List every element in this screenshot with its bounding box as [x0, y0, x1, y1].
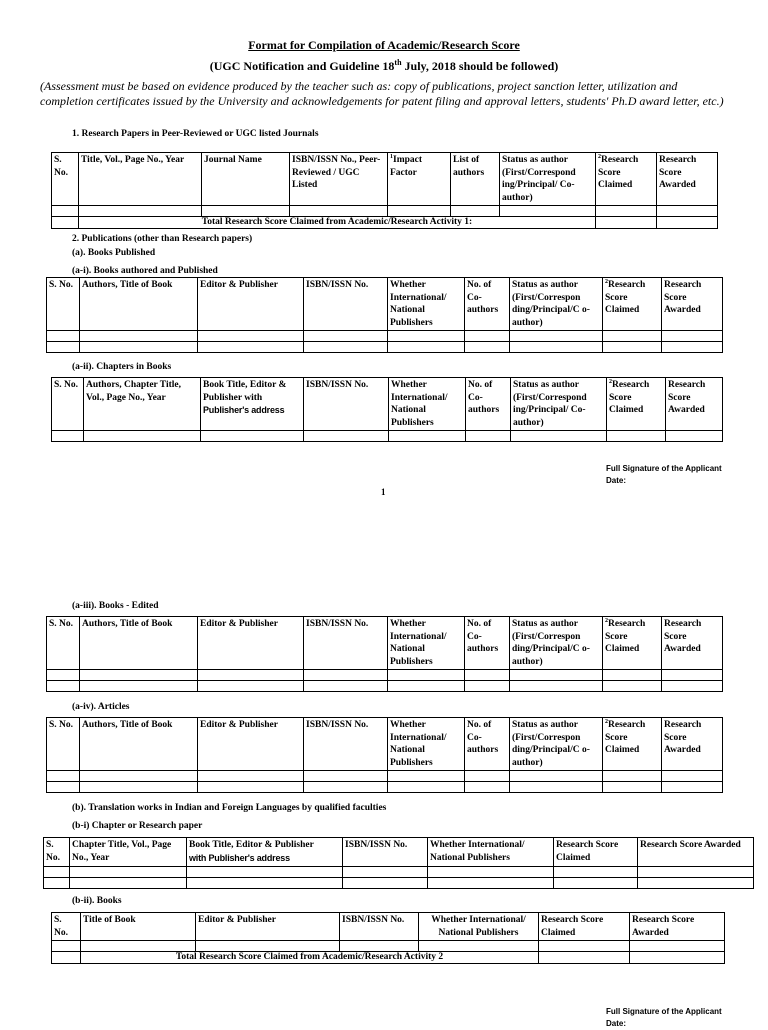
page-number: 1 — [381, 487, 386, 497]
signature-block-bottom: Full Signature of the Applicant Date: — [606, 1007, 722, 1028]
table-row[interactable] — [47, 331, 723, 342]
section-articles: (a-iv). Articles — [72, 702, 130, 712]
table-header-row: S. No. Authors, Title of Book Editor & Publisher ISBN/ISSN No. Whether International/ National Publishers No. of Co-authors Status as author (First/Correspon ding/Principal/C o-author) $^2$Research Score Claimed Research Score Awarded — [47, 278, 723, 331]
section-research-papers: 1. Research Papers in Peer-Reviewed or UGC listed Journals — [72, 129, 319, 139]
translation-books-table — [51, 912, 725, 964]
table-row[interactable] — [47, 681, 723, 692]
assessment-note: (Assessment must be based on evidence produced by the teacher such as: copy of publications, project sanction letter, utilization and completion certificates issued by the University and acknowledgements for patent filing and approval letters, students' Ph.D award letter, etc.) — [40, 79, 724, 108]
section-chapters-in-books: (a-ii). Chapters in Books — [72, 362, 172, 372]
document-title: Format for Compilation of Academic/Research Score — [248, 38, 520, 52]
table-row[interactable] — [52, 206, 718, 217]
table-header-row: S. No. Title of Book Editor & Publisher ISBN/ISSN No. Whether International/ National Publishers Research Score Claimed Research Score Awarded — [52, 913, 725, 941]
translation-chapters-table — [43, 837, 754, 889]
table-row[interactable] — [47, 342, 723, 353]
table-row[interactable] — [47, 782, 723, 793]
table-header-row: S. No. Title, Vol., Page No., Year Journal Name ISBN/ISSN No., Peer-Reviewed / UGC Listed $^1$Impact Factor List of authors Status as author (First/Correspond ing/Principal/ Co-author) $^2$Research Score Claimed Research Score Awarded — [52, 153, 718, 206]
table-row[interactable] — [52, 431, 723, 442]
publisher-address-label: Publisher's address — [203, 405, 285, 415]
section-translation-books: (b-ii). Books — [72, 896, 122, 906]
section-chapter-or-paper: (b-i) Chapter or Research paper — [72, 821, 203, 831]
research-papers-table — [51, 152, 718, 229]
table-row[interactable] — [44, 878, 754, 889]
table-row[interactable] — [52, 941, 725, 952]
signature-block: Full Signature of the Applicant Date: — [606, 464, 722, 485]
table-header-row: S. No. Authors, Title of Book Editor & Publisher ISBN/ISSN No. Whether International/ National Publishers No. of Co-authors Status as author (First/Correspon ding/Principal/C o-author) $^2$Research Score Claimed Research Score Awarded — [47, 617, 723, 670]
table-row[interactable] — [47, 670, 723, 681]
books-edited-table — [46, 616, 723, 692]
table-header-row: S. No. Chapter Title, Vol., Page No., Year Book Title, Editor & Publisher with Publisher's address ISBN/ISSN No. Whether International/ National Publishers Research Score Claimed Research Score Awarded — [44, 838, 754, 867]
total-row: Total Research Score Claimed from Academic/Research Activity 2 — [52, 952, 725, 964]
document-subtitle: (UGC Notification and Guideline 18th July, 2018 should be followed) — [209, 58, 559, 73]
section-books-edited: (a-iii). Books - Edited — [72, 601, 159, 611]
section-translation-works: (b). Translation works in Indian and Foreign Languages by qualified faculties — [72, 803, 387, 813]
table-header-row: S. No. Authors, Chapter Title, Vol., Page No., Year Book Title, Editor & Publisher with Publisher's address ISBN/ISSN No. Whether International/ National Publishers No. of Co-authors Status as author (First/Correspond ing/Principal/ Co-author) $^2$Research Score Claimed Research Score Awarded — [52, 378, 723, 431]
publisher-address-label: with Publisher's address — [189, 852, 290, 863]
section-books-authored: (a-i). Books authored and Published — [72, 266, 218, 276]
section-books-published: (a). Books Published — [72, 248, 156, 258]
table-row[interactable] — [44, 867, 754, 878]
chapters-in-books-table — [51, 377, 723, 442]
table-header-row: S. No. Authors, Title of Book Editor & Publisher ISBN/ISSN No. Whether International/ National Publishers No. of Co-authors Status as author (First/Correspon ding/Principal/C o-author) $^2$Research Score Claimed Research Score Awarded — [47, 718, 723, 771]
articles-table — [46, 717, 723, 793]
table-row[interactable] — [47, 771, 723, 782]
section-publications: 2. Publications (other than Research papers) — [72, 234, 253, 244]
books-authored-table — [46, 277, 723, 353]
total-row: Total Research Score Claimed from Academic/Research Activity 1: — [52, 217, 718, 229]
